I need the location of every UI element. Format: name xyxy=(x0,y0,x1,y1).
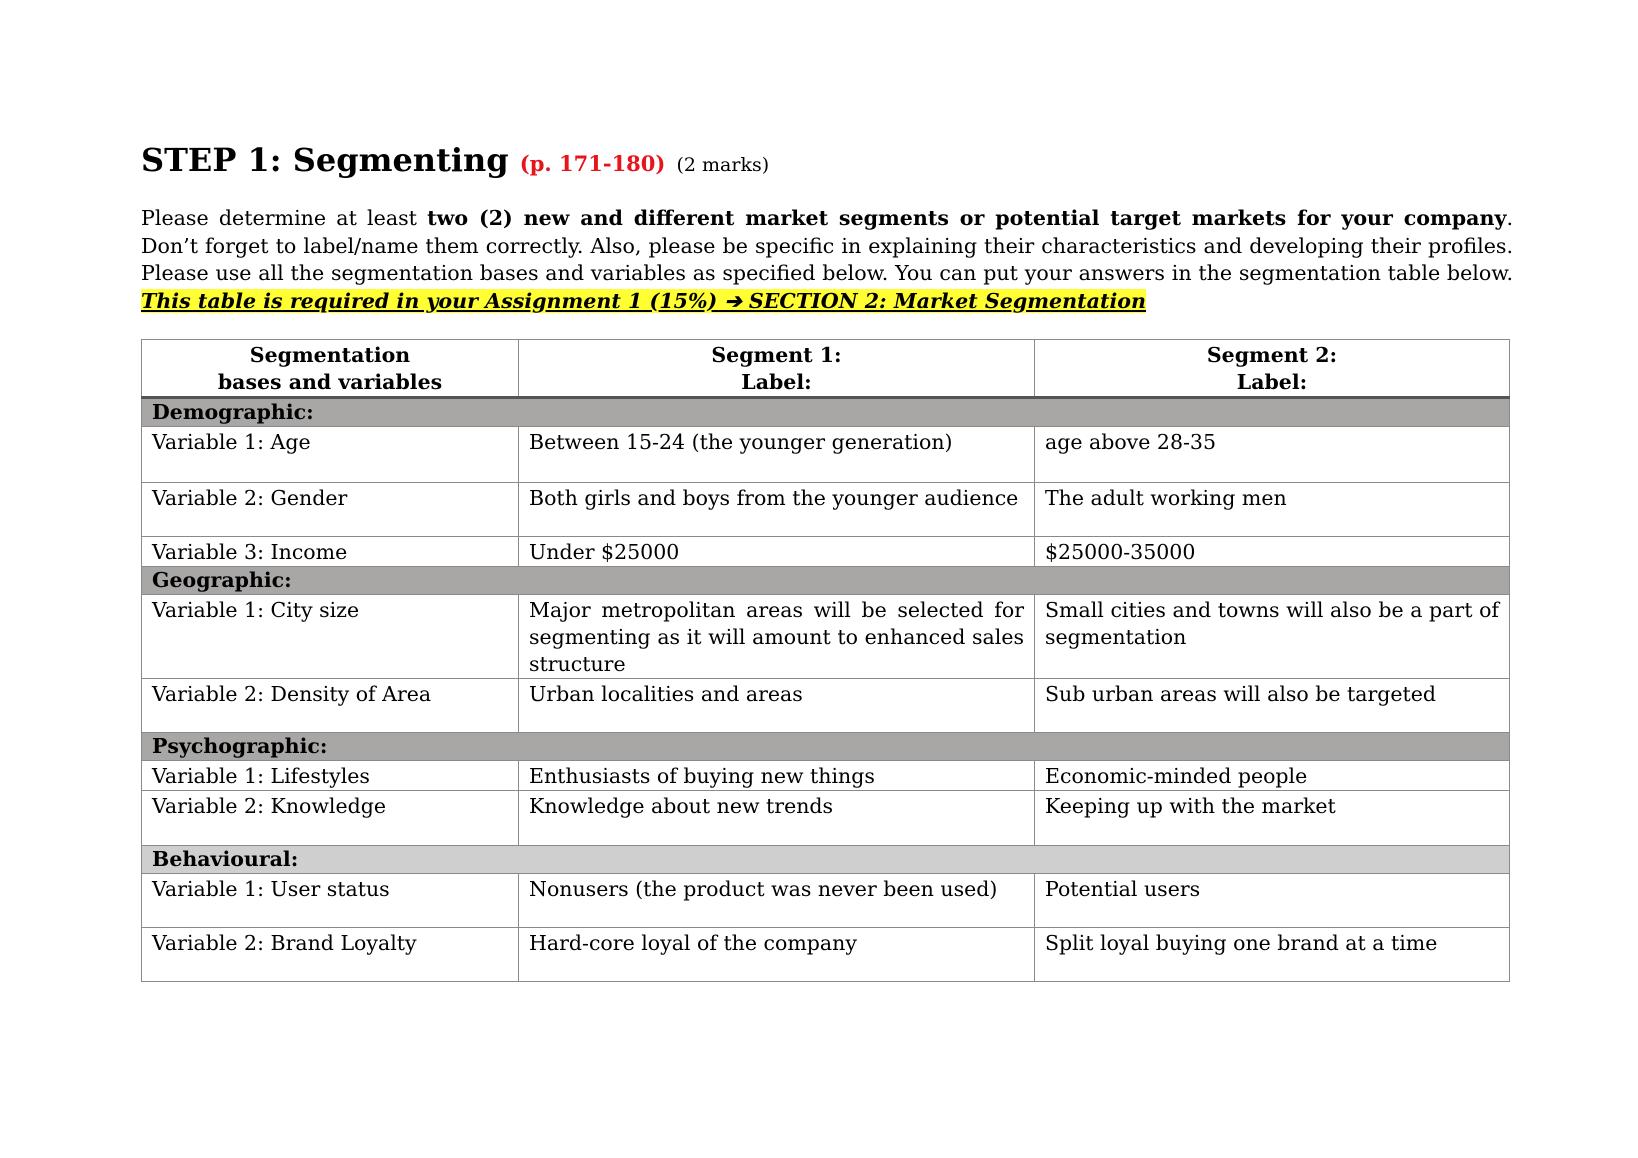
section-psychographic xyxy=(142,733,1510,761)
header-bases xyxy=(142,340,519,398)
segment2-cell: The adult working men xyxy=(1035,483,1510,537)
header-seg2-line2: Label: xyxy=(1236,370,1308,394)
table-row xyxy=(142,427,1510,483)
header-seg1-line1: Segment 1: xyxy=(711,343,842,367)
table-header-row xyxy=(142,340,1510,398)
table-row xyxy=(142,791,1510,846)
variable-cell: Variable 1: Lifestyles xyxy=(142,761,519,791)
highlighted-requirement: This table is required in your Assignment 1 (15%) ➔ SECTION 2: Market Segmentation xyxy=(141,288,1147,313)
header-seg2-line1: Segment 2: xyxy=(1206,343,1338,367)
section-label: Psychographic: xyxy=(142,733,1510,761)
segment1-cell: Hard-core loyal of the company xyxy=(519,928,1035,982)
variable-cell: Variable 2: Density of Area xyxy=(142,679,519,733)
variable-cell: Variable 2: Gender xyxy=(142,483,519,537)
table-row xyxy=(142,483,1510,537)
header-segment-1 xyxy=(519,340,1035,398)
segment1-cell: Both girls and boys from the younger audience xyxy=(519,483,1035,537)
segment1-cell: Urban localities and areas xyxy=(519,679,1035,733)
variable-cell: Variable 1: Age xyxy=(142,427,519,483)
variable-cell: Variable 2: Brand Loyalty xyxy=(142,928,519,982)
segment2-cell: age above 28-35 xyxy=(1035,427,1510,483)
segment2-cell: Keeping up with the market xyxy=(1035,791,1510,846)
variable-cell: Variable 1: User status xyxy=(142,874,519,928)
header-seg1-line2: Label: xyxy=(741,370,812,394)
table-row xyxy=(142,537,1510,567)
segment2-cell: Split loyal buying one brand at a time xyxy=(1035,928,1510,982)
header-bases-line1: Segmentation xyxy=(249,343,411,367)
section-geographic xyxy=(142,567,1510,595)
segment2-cell: Potential users xyxy=(1035,874,1510,928)
section-label: Demographic: xyxy=(142,398,1510,427)
segment1-cell: Under $25000 xyxy=(519,537,1035,567)
table-row xyxy=(142,928,1510,982)
step-heading xyxy=(141,140,1511,185)
segment2-cell: $25000-35000 xyxy=(1035,537,1510,567)
table-row xyxy=(142,595,1510,679)
segment2-cell: Small cities and towns will also be a part of segmentation xyxy=(1035,595,1510,679)
instructions-paragraph xyxy=(141,205,1513,315)
section-demographic xyxy=(142,398,1510,427)
header-segment-2 xyxy=(1035,340,1510,398)
section-label: Geographic: xyxy=(142,567,1510,595)
segment1-cell: Enthusiasts of buying new things xyxy=(519,761,1035,791)
instructions-text-1: Please determine at least xyxy=(141,206,428,230)
instructions-bold: two (2) new and different market segments or potential target markets for your company xyxy=(427,206,1507,230)
document-page xyxy=(141,140,1513,955)
marks-label: (2 marks) xyxy=(676,154,770,176)
variable-cell: Variable 2: Knowledge xyxy=(142,791,519,846)
table-row xyxy=(142,679,1510,733)
variable-cell: Variable 3: Income xyxy=(142,537,519,567)
segment1-cell: Knowledge about new trends xyxy=(519,791,1035,846)
section-behavioural xyxy=(142,846,1510,874)
section-label: Behavioural: xyxy=(142,846,1510,874)
segment2-cell: Sub urban areas will also be targeted xyxy=(1035,679,1510,733)
table-row xyxy=(142,761,1510,791)
segment2-cell: Economic-minded people xyxy=(1035,761,1510,791)
table-row xyxy=(142,874,1510,928)
segment1-cell: Major metropolitan areas will be selected for segmenting as it will amount to enhanced sales structure xyxy=(519,595,1035,679)
page-reference: (p. 171-180) xyxy=(519,151,666,176)
instructions-text-2: . Don’t forget to label/name them correctly. Also, please be specific in explaining their characteristics and developing their profiles. Please use all the segmentation bases and variables as specified below. You can put your answers in the segmentation table below. xyxy=(141,206,1513,285)
header-bases-line2: bases and variables xyxy=(217,370,443,394)
segmentation-table xyxy=(141,339,1510,982)
step-title: STEP 1: Segmenting xyxy=(141,141,509,179)
segment1-cell: Between 15-24 (the younger generation) xyxy=(519,427,1035,483)
segment1-cell: Nonusers (the product was never been used) xyxy=(519,874,1035,928)
variable-cell: Variable 1: City size xyxy=(142,595,519,679)
